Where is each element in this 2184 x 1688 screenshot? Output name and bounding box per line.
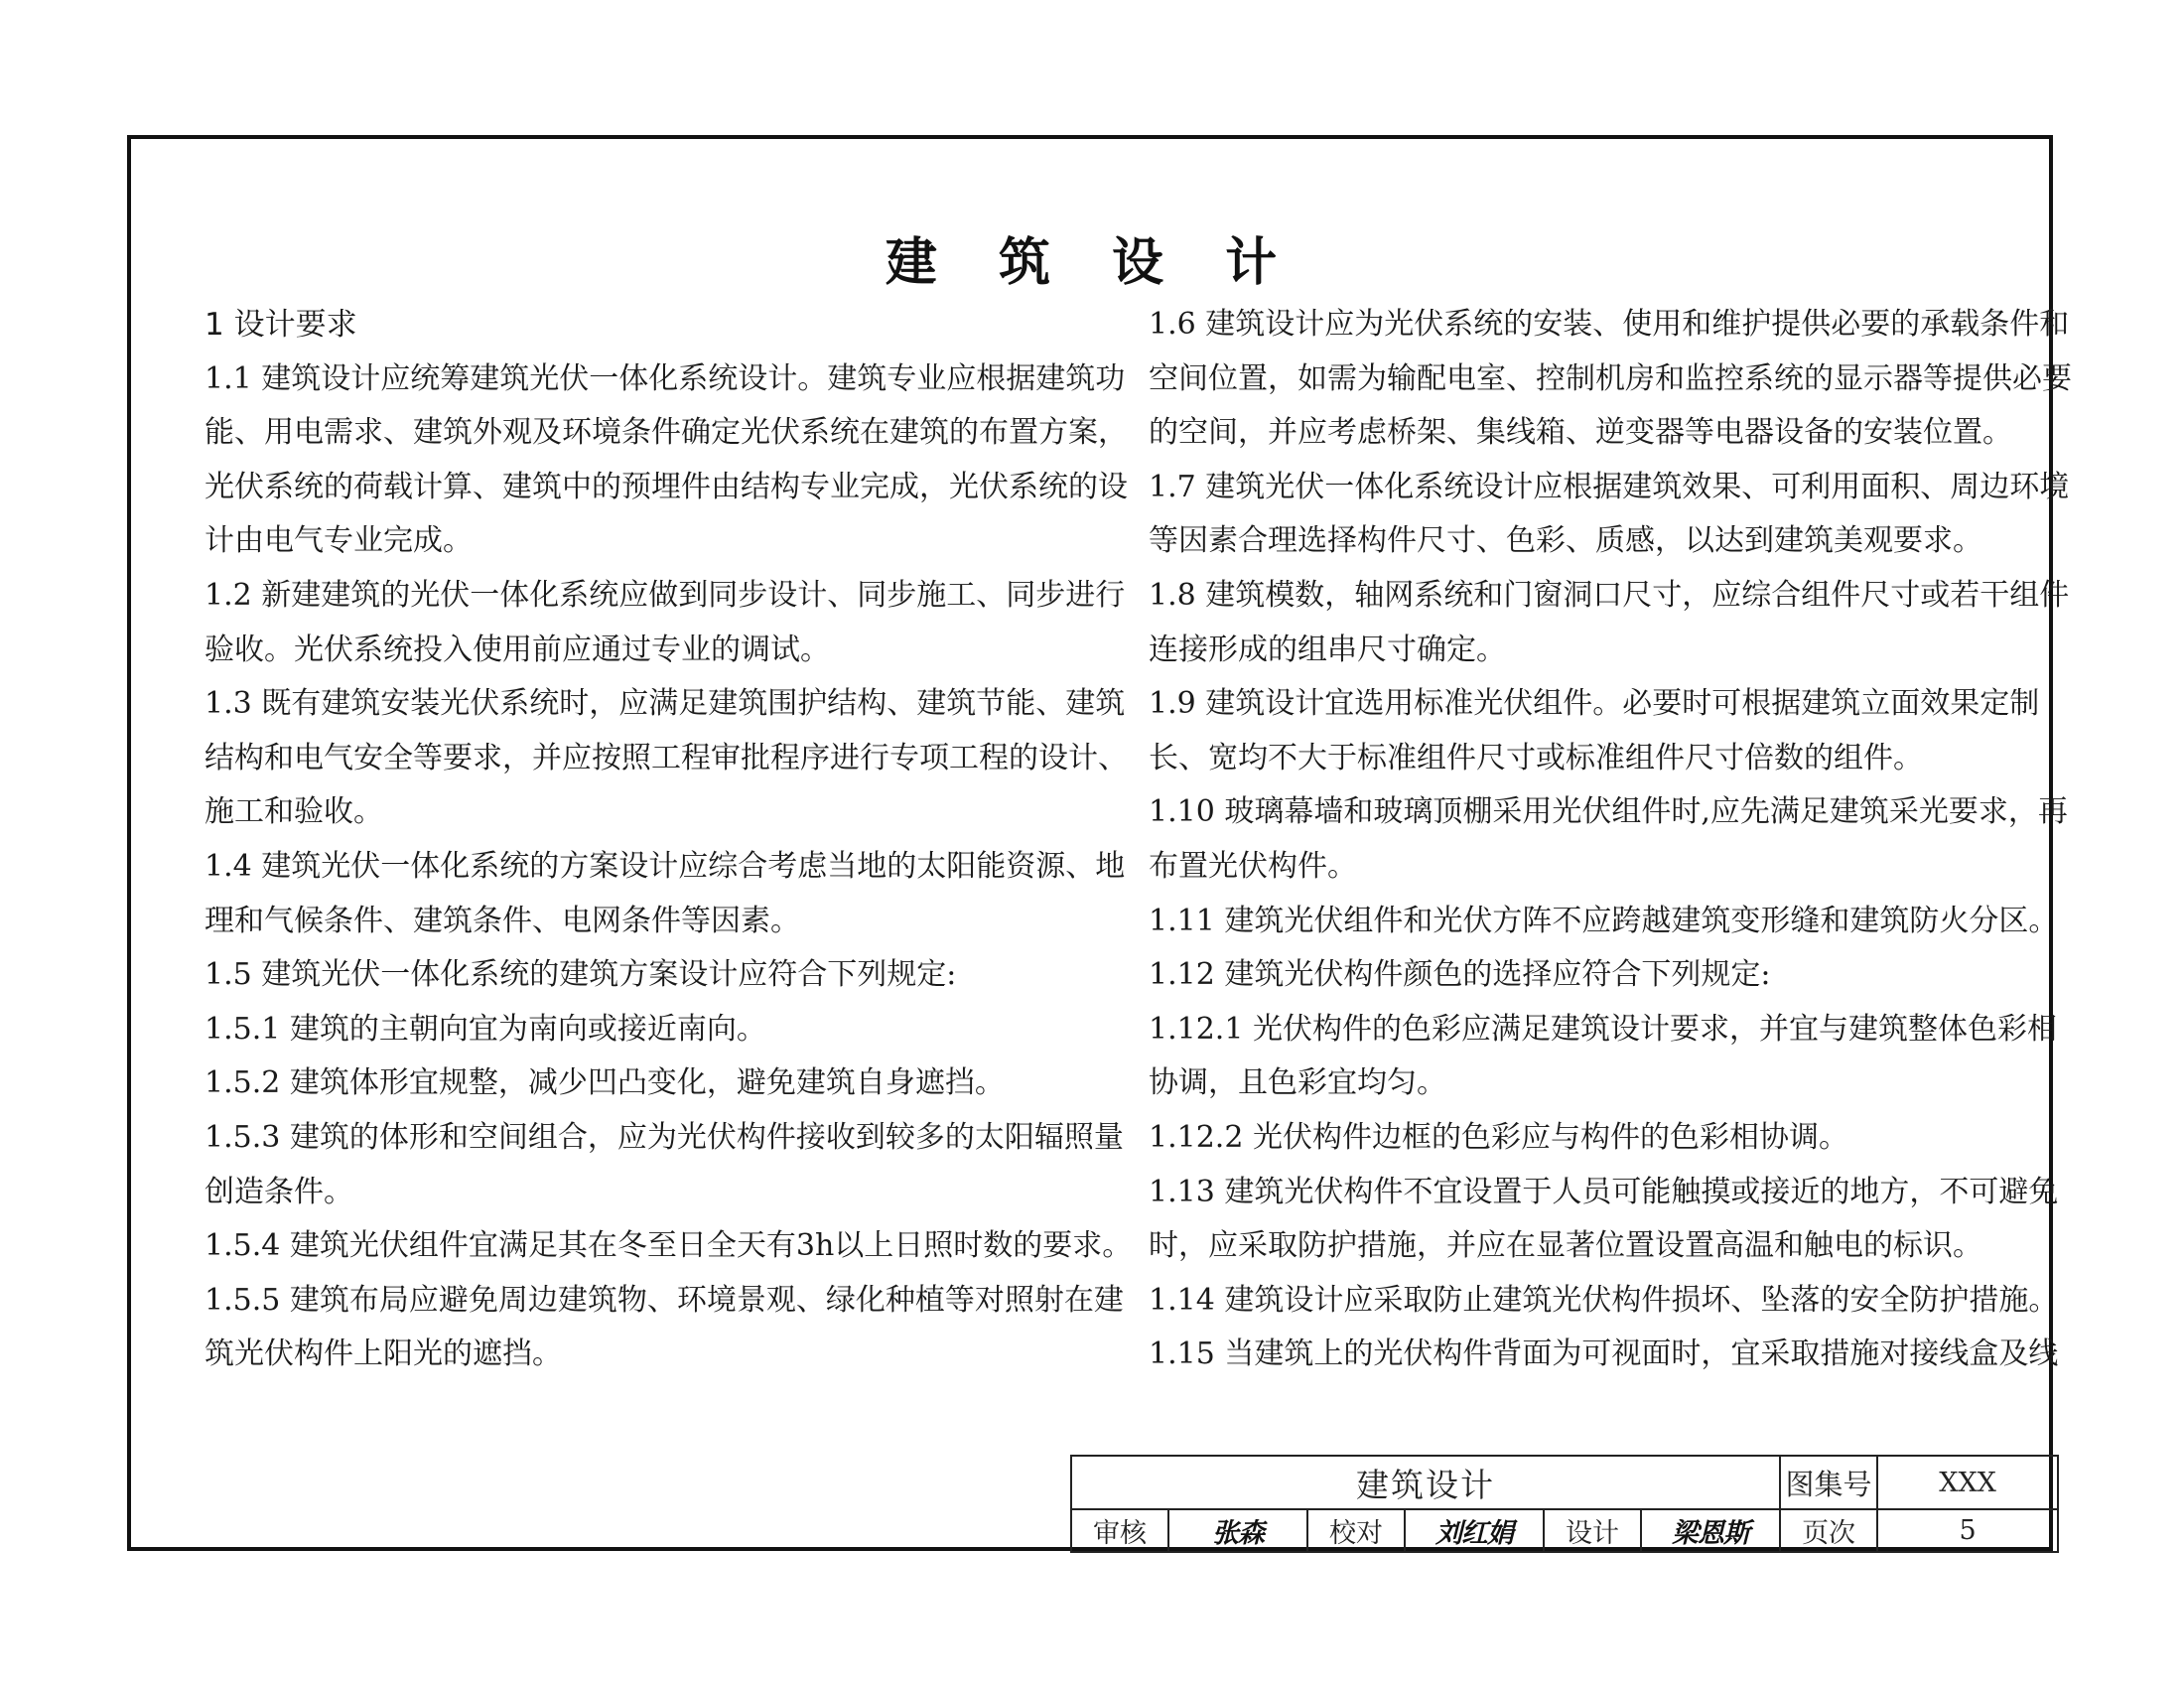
text-line: 创造条件。 [205, 1174, 353, 1209]
review-signature: 张森 [1168, 1509, 1307, 1552]
text-line: 空间位置，如需为输配电室、控制机房和监控系统的显示器等提供必要 [1149, 360, 2072, 396]
text-line: 筑光伏构件上阳光的遮挡。 [205, 1336, 562, 1372]
text-line: 1.5 建筑光伏一体化系统的建筑方案设计应符合下列规定: [205, 957, 957, 993]
text-line: 1.13 建筑光伏构件不宜设置于人员可能触摸或接近的地方，不可避免 [1149, 1174, 2059, 1209]
text-line: 验收。光伏系统投入使用前应通过专业的调试。 [205, 632, 830, 667]
left-column [205, 298, 1133, 1382]
text-line: 1.5.2 建筑体形宜规整，减少凹凸变化，避免建筑自身遮挡。 [205, 1065, 1005, 1101]
page-title: 建 筑 设 计 [885, 233, 1299, 293]
text-line: 1.14 建筑设计应采取防止建筑光伏构件损坏、坠落的安全防护措施。 [1149, 1282, 2059, 1318]
atlas-no-value: XXX [1877, 1456, 2058, 1509]
drawing-title: 建筑设计 [1071, 1456, 1780, 1509]
text-line: 1.12 建筑光伏构件颜色的选择应符合下列规定: [1149, 957, 1771, 993]
text-line: 1.12.1 光伏构件的色彩应满足建筑设计要求，并宜与建筑整体色彩相 [1149, 1011, 2057, 1047]
review-label: 审核 [1071, 1509, 1168, 1552]
text-line: 1.5.4 建筑光伏组件宜满足其在冬至日全天有3h以上日照时数的要求。 [205, 1228, 1133, 1264]
text-line: 1.4 建筑光伏一体化系统的方案设计应综合考虑当地的太阳能资源、地 [205, 848, 1126, 884]
design-label: 设计 [1544, 1509, 1641, 1552]
text-line: 长、宽均不大于标准组件尺寸或标准组件尺寸倍数的组件。 [1149, 740, 1923, 775]
text-line: 1.3 既有建筑安装光伏系统时，应满足建筑围护结构、建筑节能、建筑 [205, 686, 1126, 722]
text-line: 1.5.5 建筑布局应避免周边建筑物、环境景观、绿化种植等对照射在建 [205, 1282, 1124, 1318]
page-label: 页次 [1780, 1509, 1877, 1552]
text-line: 时，应采取防护措施，并应在显著位置设置高温和触电的标识。 [1149, 1228, 1982, 1264]
text-line: 1.5.3 建筑的体形和空间组合，应为光伏构件接收到较多的太阳辐照量 [205, 1119, 1124, 1155]
page-number: 5 [1877, 1509, 2058, 1552]
text-line: 1.10 玻璃幕墙和玻璃顶棚采用光伏组件时,应先满足建筑采光要求，再 [1149, 794, 2068, 830]
text-line: 布置光伏构件。 [1149, 848, 1357, 884]
right-column [1149, 298, 2072, 1382]
text-line: 1.6 建筑设计应为光伏系统的安装、使用和维护提供必要的承载条件和 [1149, 307, 2070, 342]
text-line: 1.15 当建筑上的光伏构件背面为可视面时，宜采取措施对接线盒及线 [1149, 1336, 2059, 1372]
atlas-no-label: 图集号 [1780, 1456, 1877, 1509]
text-line: 1.7 建筑光伏一体化系统设计应根据建筑效果、可利用面积、周边环境 [1149, 469, 2070, 504]
text-line: 连接形成的组串尺寸确定。 [1149, 632, 1506, 667]
text-line: 的空间，并应考虑桥架、集线箱、逆变器等电器设备的安装位置。 [1149, 415, 2012, 451]
check-signature: 刘红娟 [1405, 1509, 1544, 1552]
text-line: 计由电气专业完成。 [205, 523, 473, 559]
check-label: 校对 [1307, 1509, 1405, 1552]
text-line: 1.9 建筑设计宜选用标准光伏组件。必要时可根据建筑立面效果定制 [1149, 686, 2040, 722]
text-line: 协调，且色彩宜均匀。 [1149, 1065, 1446, 1101]
design-signature: 梁恩斯 [1641, 1509, 1780, 1552]
text-line: 等因素合理选择构件尺寸、色彩、质感，以达到建筑美观要求。 [1149, 523, 1982, 559]
title-block [1070, 1455, 2057, 1551]
text-line: 1.2 新建建筑的光伏一体化系统应做到同步设计、同步施工、同步进行 [205, 577, 1126, 613]
section-heading: 1 设计要求 [205, 307, 357, 343]
text-line: 光伏系统的荷载计算、建筑中的预埋件由结构专业完成，光伏系统的设 [205, 469, 1128, 504]
text-line: 施工和验收。 [205, 794, 383, 830]
text-line: 结构和电气安全等要求，并应按照工程审批程序进行专项工程的设计、 [205, 740, 1128, 775]
text-line: 1.12.2 光伏构件边框的色彩应与构件的色彩相协调。 [1149, 1119, 1848, 1155]
text-line: 1.8 建筑模数，轴网系统和门窗洞口尺寸，应综合组件尺寸或若干组件 [1149, 577, 2070, 613]
text-line: 能、用电需求、建筑外观及环境条件确定光伏系统在建筑的布置方案， [205, 415, 1128, 451]
text-line: 理和气候条件、建筑条件、电网条件等因素。 [205, 903, 800, 938]
text-line: 1.11 建筑光伏组件和光伏方阵不应跨越建筑变形缝和建筑防火分区。 [1149, 903, 2059, 938]
text-line: 1.5.1 建筑的主朝向宜为南向或接近南向。 [205, 1011, 766, 1047]
text-line: 1.1 建筑设计应统筹建筑光伏一体化系统设计。建筑专业应根据建筑功 [205, 360, 1126, 396]
